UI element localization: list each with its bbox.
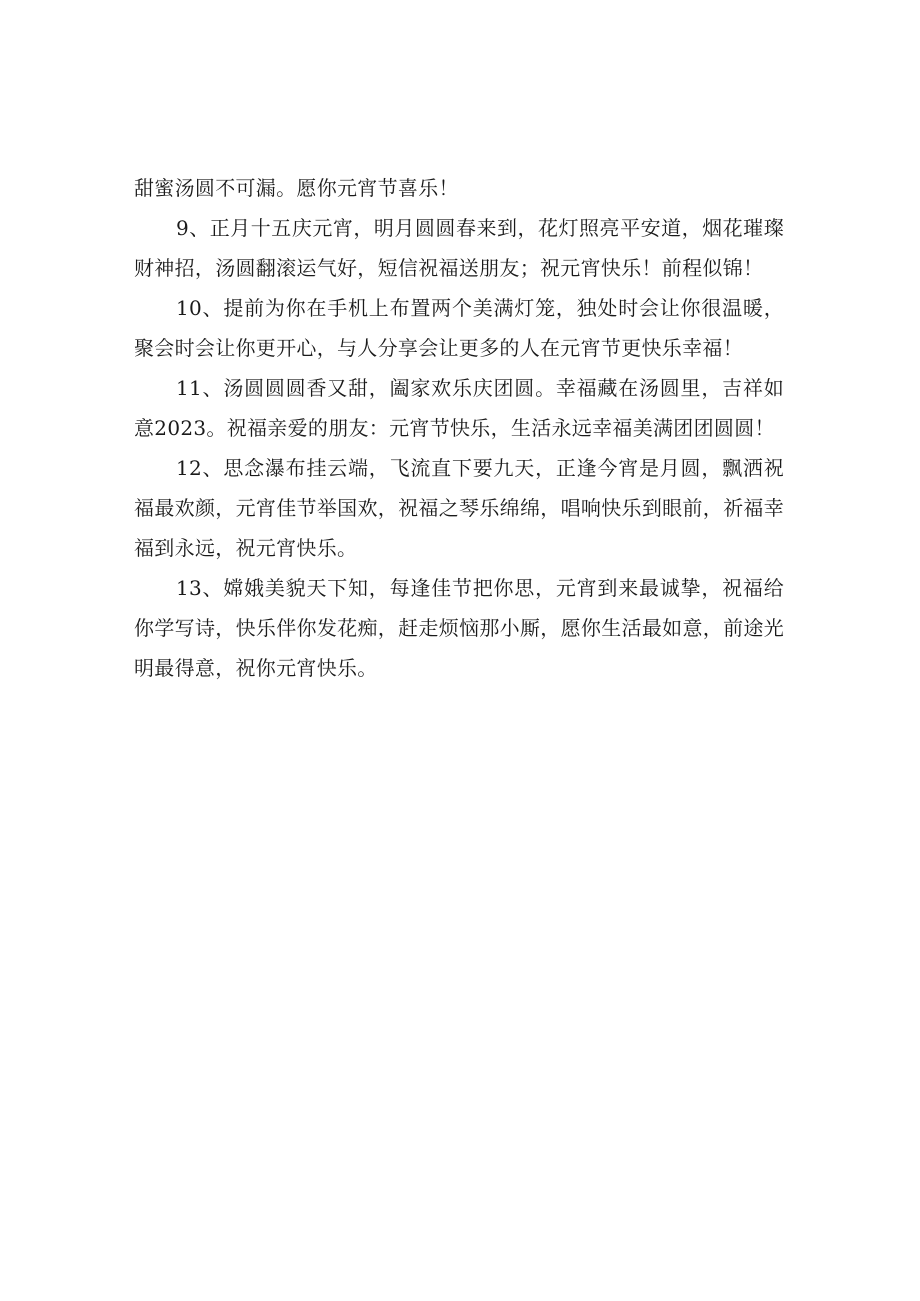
document-body xyxy=(134,168,784,688)
paragraph-10: 10、提前为你在手机上布置两个美满灯笼，独处时会让你很温暖，聚会时会让你更开心，与人分享会让更多的人在元宵节更快乐幸福！ xyxy=(134,296,784,360)
paragraph-9: 9、正月十五庆元宵，明月圆圆春来到，花灯照亮平安道，烟花璀璨财神招，汤圆翻滚运气好，短信祝福送朋友；祝元宵快乐！前程似锦！ xyxy=(134,216,784,280)
paragraph-11: 11、汤圆圆圆香又甜，阖家欢乐庆团圆。幸福藏在汤圆里，吉祥如意2023。祝福亲爱的朋友：元宵节快乐，生活永远幸福美满团团圆圆！ xyxy=(134,376,784,440)
paragraph-13: 13、嫦娥美貌天下知，每逢佳节把你思，元宵到来最诚挚，祝福给你学写诗，快乐伴你发花痴，赶走烦恼那小厮，愿你生活最如意，前途光明最得意，祝你元宵快乐。 xyxy=(134,576,784,680)
paragraph-12: 12、思念瀑布挂云端，飞流直下要九天，正逢今宵是月圆，飘洒祝福最欢颜，元宵佳节举国欢，祝福之琴乐绵绵，唱响快乐到眼前，祈福幸福到永远，祝元宵快乐。 xyxy=(134,456,784,560)
paragraph-continuation: 甜蜜汤圆不可漏。愿你元宵节喜乐！ xyxy=(134,176,459,200)
